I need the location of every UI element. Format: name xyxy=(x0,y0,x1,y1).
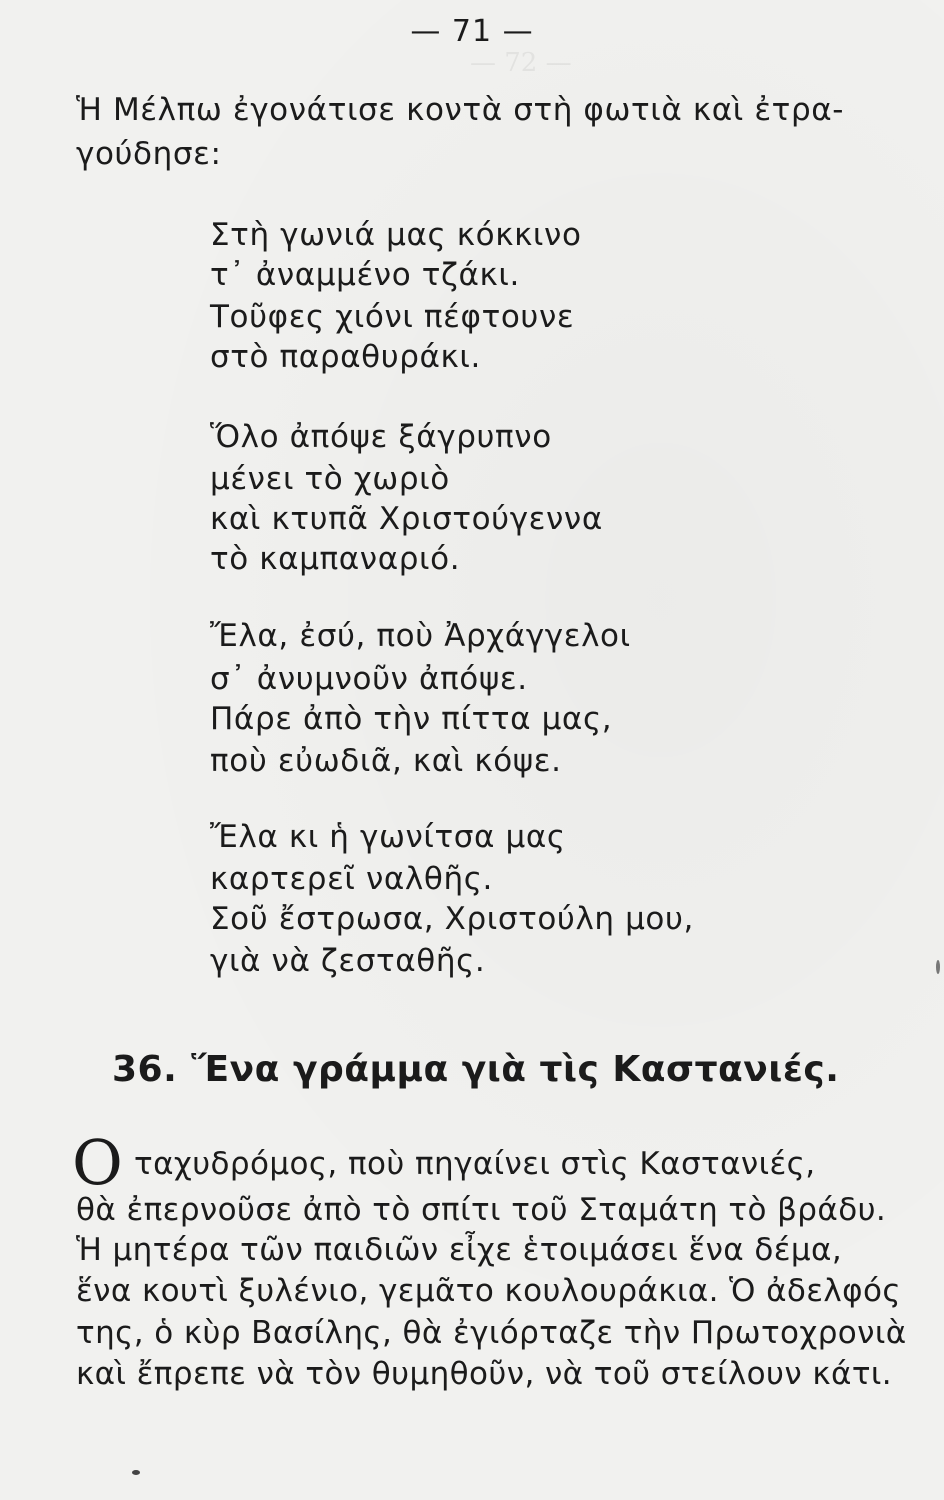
verse-line: Ἔλα, ἐσύ, ποὺ Ἀρχάγγελοι xyxy=(210,618,631,654)
paragraph-line: θὰ ἐπερνοῦσε ἀπὸ τὸ σπίτι τοῦ Σταμάτη τὸ βράδυ. xyxy=(76,1192,887,1228)
paragraph-line: της, ὁ κὺρ Βασίλης, θὰ ἐγιόρταζε τὴν Πρωτοχρονιὰ xyxy=(76,1315,907,1351)
verse-line: τὸ καμπαναριό. xyxy=(210,541,461,577)
verse-line: ποὺ εὐωδιᾶ, καὶ κόψε. xyxy=(210,743,562,779)
section-number: 36. xyxy=(112,1049,178,1090)
section-heading xyxy=(112,1049,839,1090)
paragraph-line: Ἡ μητέρα τῶν παιδιῶν εἶχε ἑτοιμάσει ἕνα δέμα, xyxy=(76,1232,843,1268)
paragraph-line: ἕνα κουτὶ ξυλένιο, γεμᾶτο κουλουράκια. Ὁ ἀδελφός xyxy=(76,1273,901,1309)
paragraph-line: καὶ ἔπρεπε νὰ τὸν θυμηθοῦν, νὰ τοῦ στείλουν κάτι. xyxy=(76,1356,893,1392)
page-number: — 71 — xyxy=(410,14,534,49)
verse-line: σ᾽ ἀνυμνοῦν ἀπόψε. xyxy=(210,661,528,697)
drop-cap: Ο xyxy=(72,1126,123,1199)
verse-line: Ὅλο ἀπόψε ξάγρυπνο xyxy=(210,419,552,455)
show-through-text: — 72 — xyxy=(470,48,572,78)
ink-speck xyxy=(936,960,940,974)
verse-line: στὸ παραθυράκι. xyxy=(210,339,481,375)
paragraph-line: ταχυδρόμος, ποὺ πηγαίνει στὶς Καστανιές, xyxy=(134,1146,816,1182)
verse-line: καὶ κτυπᾶ Χριστούγεννα xyxy=(210,501,603,537)
verse-line: Σοῦ ἔστρωσα, Χριστούλη μου, xyxy=(210,901,694,937)
verse-line: γιὰ νὰ ζεσταθῆς. xyxy=(210,943,486,979)
verse-line: καρτερεῖ ναλθῆς. xyxy=(210,861,493,897)
verse-line: Ἔλα κι ἡ γωνίτσα μας xyxy=(210,819,566,855)
section-title: Ἕνα γράμμα γιὰ τὶς Καστανιές. xyxy=(191,1049,840,1090)
verse-line: Πάρε ἀπὸ τὴν πίττα μας, xyxy=(210,701,613,737)
verse-line: μένει τὸ χωριὸ xyxy=(210,461,450,497)
intro-line: γούδησε: xyxy=(76,136,222,172)
verse-line: Στὴ γωνιά μας κόκκινο xyxy=(210,217,582,253)
intro-line: Ἡ Μέλπω ἐγονάτισε κοντὰ στὴ φωτιὰ καὶ ἐτρα- xyxy=(76,92,845,128)
verse-line: Τοῦφες χιόνι πέφτουνε xyxy=(210,299,575,335)
verse-line: τ᾽ ἀναμμένο τζάκι. xyxy=(210,257,520,293)
ink-speck xyxy=(132,1470,140,1475)
